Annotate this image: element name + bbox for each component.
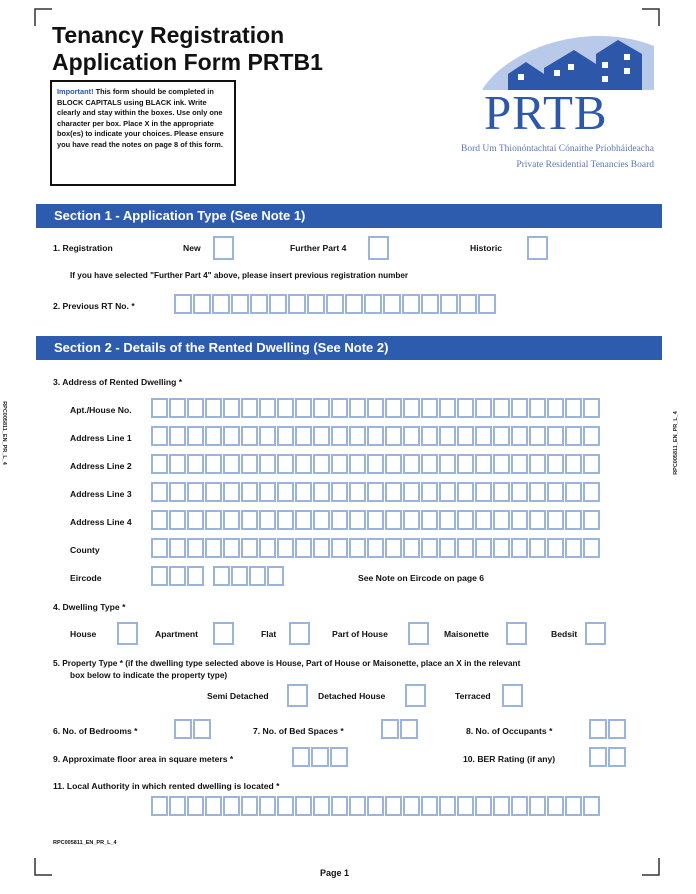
char-box[interactable] xyxy=(439,482,456,502)
address-line-2-input[interactable] xyxy=(151,454,601,474)
char-box[interactable] xyxy=(259,482,276,502)
char-box[interactable] xyxy=(367,482,384,502)
char-box[interactable] xyxy=(187,510,204,530)
char-box[interactable] xyxy=(589,719,607,739)
char-box[interactable] xyxy=(529,796,546,816)
char-box[interactable] xyxy=(193,719,211,739)
char-box[interactable] xyxy=(364,294,382,314)
char-box[interactable] xyxy=(439,454,456,474)
char-box[interactable] xyxy=(439,426,456,446)
char-box[interactable] xyxy=(169,796,186,816)
char-box[interactable] xyxy=(457,796,474,816)
char-box[interactable] xyxy=(259,454,276,474)
char-box[interactable] xyxy=(403,796,420,816)
address-line-4-input[interactable] xyxy=(151,510,601,530)
q3-label: 3. Address of Rented Dwelling * xyxy=(53,377,183,387)
char-box[interactable] xyxy=(259,510,276,530)
char-box[interactable] xyxy=(547,510,564,530)
char-box[interactable] xyxy=(187,482,204,502)
char-box[interactable] xyxy=(475,510,492,530)
char-box[interactable] xyxy=(475,454,492,474)
char-box[interactable] xyxy=(259,426,276,446)
char-box[interactable] xyxy=(313,426,330,446)
char-box[interactable] xyxy=(269,294,287,314)
char-box[interactable] xyxy=(331,482,348,502)
char-box[interactable] xyxy=(241,796,258,816)
eircode-label: Eircode xyxy=(70,573,102,583)
address-line-3-label: Address Line 3 xyxy=(70,489,132,499)
char-box[interactable] xyxy=(241,482,258,502)
option-historic-checkbox[interactable] xyxy=(527,236,548,260)
char-box[interactable] xyxy=(169,426,186,446)
q8-label: 8. No. of Occupants * xyxy=(466,726,553,736)
char-box[interactable] xyxy=(493,538,510,558)
address-line-1-label: Address Line 1 xyxy=(70,433,132,443)
char-box[interactable] xyxy=(385,538,402,558)
char-box[interactable] xyxy=(457,538,474,558)
char-box[interactable] xyxy=(241,538,258,558)
char-box[interactable] xyxy=(565,426,582,446)
eircode-note: See Note on Eircode on page 6 xyxy=(358,573,485,583)
char-box[interactable] xyxy=(421,796,438,816)
char-box[interactable] xyxy=(457,510,474,530)
previous-rt-no-input[interactable] xyxy=(174,294,497,314)
char-box[interactable] xyxy=(367,538,384,558)
char-box[interactable] xyxy=(547,538,564,558)
char-box[interactable] xyxy=(439,538,456,558)
prtb-house-logo-icon xyxy=(478,28,656,92)
bedrooms-input[interactable] xyxy=(174,719,212,739)
dwelling-flat-label: Flat xyxy=(261,629,277,639)
q2-label: 2. Previous RT No. * xyxy=(53,301,135,311)
char-box[interactable] xyxy=(457,398,474,418)
char-box[interactable] xyxy=(583,398,600,418)
char-box[interactable] xyxy=(277,796,294,816)
char-box[interactable] xyxy=(295,510,312,530)
char-box[interactable] xyxy=(385,482,402,502)
q9-label: 9. Approximate floor area in square meters * xyxy=(53,754,234,764)
char-box[interactable] xyxy=(403,426,420,446)
char-box[interactable] xyxy=(349,454,366,474)
char-box[interactable] xyxy=(295,398,312,418)
char-box[interactable] xyxy=(193,294,211,314)
char-box[interactable] xyxy=(259,796,276,816)
property-terraced-checkbox[interactable] xyxy=(502,684,523,707)
dwelling-flat-checkbox[interactable] xyxy=(289,622,310,645)
county-label: County xyxy=(70,545,100,555)
char-box[interactable] xyxy=(288,294,306,314)
char-box[interactable] xyxy=(475,398,492,418)
char-box[interactable] xyxy=(475,538,492,558)
char-box[interactable] xyxy=(277,538,294,558)
char-box[interactable] xyxy=(205,796,222,816)
q5-label: 5. Property Type * (if the dwelling type selected above is House, Part of House or Maisonette, place an X in the relevant xyxy=(53,658,521,668)
char-box[interactable] xyxy=(223,796,240,816)
char-box[interactable] xyxy=(475,796,492,816)
char-box[interactable] xyxy=(421,510,438,530)
option-new-checkbox[interactable] xyxy=(213,236,234,260)
title-line-1: Tenancy Registration xyxy=(52,22,285,48)
dwelling-apartment-label: Apartment xyxy=(155,629,198,639)
property-detached-house-checkbox[interactable] xyxy=(405,684,426,707)
logo-english-name: Private Residential Tenancies Board xyxy=(516,160,654,170)
char-box[interactable] xyxy=(213,566,230,586)
dwelling-part-of-house-label: Part of House xyxy=(332,629,388,639)
option-historic-label: Historic xyxy=(470,243,502,253)
char-box[interactable] xyxy=(367,510,384,530)
char-box[interactable] xyxy=(608,747,626,767)
char-box[interactable] xyxy=(565,796,582,816)
footer-code: RPC005811_EN_PR_L_4 xyxy=(53,840,117,846)
char-box[interactable] xyxy=(385,454,402,474)
char-box[interactable] xyxy=(440,294,458,314)
page-number: Page 1 xyxy=(320,868,350,878)
property-semi-detached-label: Semi Detached xyxy=(207,691,269,701)
char-box[interactable] xyxy=(421,482,438,502)
char-box[interactable] xyxy=(205,426,222,446)
char-box[interactable] xyxy=(529,398,546,418)
char-box[interactable] xyxy=(511,538,528,558)
logo-wordmark: PRTB xyxy=(484,85,608,140)
char-box[interactable] xyxy=(151,482,168,502)
eircode-input[interactable] xyxy=(151,566,285,586)
q11-label: 11. Local Authority in which rented dwelling is located * xyxy=(53,781,280,791)
char-box[interactable] xyxy=(583,538,600,558)
char-box[interactable] xyxy=(231,294,249,314)
char-box[interactable] xyxy=(381,719,399,739)
char-box[interactable] xyxy=(205,398,222,418)
char-box[interactable] xyxy=(313,796,330,816)
apt-house-no-input[interactable] xyxy=(151,398,601,418)
char-box[interactable] xyxy=(511,482,528,502)
logo-irish-name: Bord Um Thionóntachtaí Cónaithe Príobháideacha xyxy=(461,144,654,154)
char-box[interactable] xyxy=(295,538,312,558)
char-box[interactable] xyxy=(187,398,204,418)
address-line-2-label: Address Line 2 xyxy=(70,461,132,471)
char-box[interactable] xyxy=(292,747,310,767)
char-box[interactable] xyxy=(421,398,438,418)
char-box[interactable] xyxy=(529,454,546,474)
char-box[interactable] xyxy=(295,796,312,816)
char-box[interactable] xyxy=(169,482,186,502)
form-title xyxy=(52,22,323,76)
char-box[interactable] xyxy=(547,482,564,502)
important-notice xyxy=(50,80,236,186)
char-box[interactable] xyxy=(223,510,240,530)
option-further-part4-checkbox[interactable] xyxy=(368,236,389,260)
dwelling-part-of-house-checkbox[interactable] xyxy=(408,622,429,645)
char-box[interactable] xyxy=(547,454,564,474)
char-box[interactable] xyxy=(385,426,402,446)
char-box[interactable] xyxy=(589,747,607,767)
char-box[interactable] xyxy=(151,796,168,816)
char-box[interactable] xyxy=(403,454,420,474)
char-box[interactable] xyxy=(313,538,330,558)
char-box[interactable] xyxy=(205,454,222,474)
q1-label: 1. Registration xyxy=(53,243,113,253)
option-new-label: New xyxy=(183,243,201,253)
char-box[interactable] xyxy=(151,398,168,418)
char-box[interactable] xyxy=(383,294,401,314)
char-box[interactable] xyxy=(511,454,528,474)
char-box[interactable] xyxy=(267,566,284,586)
char-box[interactable] xyxy=(565,538,582,558)
char-box[interactable] xyxy=(187,426,204,446)
char-box[interactable] xyxy=(403,510,420,530)
dwelling-house-label: House xyxy=(70,629,97,639)
char-box[interactable] xyxy=(151,510,168,530)
char-box[interactable] xyxy=(151,426,168,446)
corner-mark xyxy=(642,8,660,26)
char-box[interactable] xyxy=(231,566,248,586)
address-line-3-input[interactable] xyxy=(151,482,601,502)
char-box[interactable] xyxy=(307,294,325,314)
notice-important: Important! xyxy=(57,87,94,96)
char-box[interactable] xyxy=(402,294,420,314)
char-box[interactable] xyxy=(367,454,384,474)
dwelling-maisonette-label: Maisonette xyxy=(444,629,489,639)
char-box[interactable] xyxy=(421,538,438,558)
dwelling-house-checkbox[interactable] xyxy=(117,622,138,645)
occupants-input[interactable] xyxy=(589,719,627,739)
char-box[interactable] xyxy=(529,426,546,446)
char-box[interactable] xyxy=(331,796,348,816)
char-box[interactable] xyxy=(547,426,564,446)
char-box[interactable] xyxy=(205,538,222,558)
char-box[interactable] xyxy=(331,426,348,446)
char-box[interactable] xyxy=(565,398,582,418)
char-box[interactable] xyxy=(439,398,456,418)
char-box[interactable] xyxy=(457,482,474,502)
char-box[interactable] xyxy=(403,482,420,502)
char-box[interactable] xyxy=(547,796,564,816)
char-box[interactable] xyxy=(330,747,348,767)
floor-area-input[interactable] xyxy=(292,747,349,767)
property-detached-house-label: Detached House xyxy=(318,691,386,701)
char-box[interactable] xyxy=(349,538,366,558)
char-box[interactable] xyxy=(187,454,204,474)
char-box[interactable] xyxy=(249,566,266,586)
char-box[interactable] xyxy=(478,294,496,314)
address-line-1-input[interactable] xyxy=(151,426,601,446)
char-box[interactable] xyxy=(475,482,492,502)
option-further-part4-label: Further Part 4 xyxy=(290,243,347,253)
char-box[interactable] xyxy=(151,454,168,474)
char-box[interactable] xyxy=(295,426,312,446)
char-box[interactable] xyxy=(385,796,402,816)
char-box[interactable] xyxy=(241,398,258,418)
char-box[interactable] xyxy=(174,719,192,739)
char-box[interactable] xyxy=(187,796,204,816)
char-box[interactable] xyxy=(493,510,510,530)
char-box[interactable] xyxy=(421,454,438,474)
char-box[interactable] xyxy=(349,796,366,816)
char-box[interactable] xyxy=(223,426,240,446)
char-box[interactable] xyxy=(313,398,330,418)
char-box[interactable] xyxy=(223,454,240,474)
char-box[interactable] xyxy=(313,510,330,530)
char-box[interactable] xyxy=(583,454,600,474)
char-box[interactable] xyxy=(457,426,474,446)
char-box[interactable] xyxy=(493,796,510,816)
char-box[interactable] xyxy=(439,510,456,530)
char-box[interactable] xyxy=(529,510,546,530)
char-box[interactable] xyxy=(493,426,510,446)
char-box[interactable] xyxy=(608,719,626,739)
section1-note: If you have selected "Further Part 4" above, please insert previous registration number xyxy=(70,271,409,280)
corner-mark xyxy=(642,858,660,876)
char-box[interactable] xyxy=(212,294,230,314)
char-box[interactable] xyxy=(367,426,384,446)
char-box[interactable] xyxy=(205,482,222,502)
char-box[interactable] xyxy=(277,398,294,418)
char-box[interactable] xyxy=(151,566,168,586)
char-box[interactable] xyxy=(349,398,366,418)
char-box[interactable] xyxy=(223,482,240,502)
char-box[interactable] xyxy=(241,510,258,530)
char-box[interactable] xyxy=(295,482,312,502)
char-box[interactable] xyxy=(511,510,528,530)
char-box[interactable] xyxy=(349,510,366,530)
char-box[interactable] xyxy=(277,454,294,474)
char-box[interactable] xyxy=(421,294,439,314)
char-box[interactable] xyxy=(223,398,240,418)
char-box[interactable] xyxy=(223,538,240,558)
char-box[interactable] xyxy=(187,566,204,586)
char-box[interactable] xyxy=(475,426,492,446)
q6-label: 6. No. of Bedrooms * xyxy=(53,726,138,736)
ber-rating-input[interactable] xyxy=(589,747,627,767)
char-box[interactable] xyxy=(583,426,600,446)
property-terraced-label: Terraced xyxy=(455,691,491,701)
char-box[interactable] xyxy=(169,398,186,418)
char-box[interactable] xyxy=(277,510,294,530)
q5-label-line2: box below to indicate the property type) xyxy=(70,670,228,680)
title-line-2: Application Form PRTB1 xyxy=(52,49,323,75)
char-box[interactable] xyxy=(259,398,276,418)
county-input[interactable] xyxy=(151,538,601,558)
char-box[interactable] xyxy=(313,454,330,474)
q10-label: 10. BER Rating (if any) xyxy=(463,754,556,764)
char-box[interactable] xyxy=(169,454,186,474)
char-box[interactable] xyxy=(169,538,186,558)
char-box[interactable] xyxy=(277,482,294,502)
char-box[interactable] xyxy=(403,538,420,558)
char-box[interactable] xyxy=(187,538,204,558)
local-authority-input[interactable] xyxy=(151,796,601,816)
char-box[interactable] xyxy=(439,796,456,816)
char-box[interactable] xyxy=(349,426,366,446)
char-box[interactable] xyxy=(151,538,168,558)
char-box[interactable] xyxy=(331,538,348,558)
char-box[interactable] xyxy=(565,454,582,474)
char-box[interactable] xyxy=(565,510,582,530)
char-box[interactable] xyxy=(529,538,546,558)
char-box[interactable] xyxy=(529,482,546,502)
char-box[interactable] xyxy=(403,398,420,418)
char-box[interactable] xyxy=(295,454,312,474)
address-line-4-label: Address Line 4 xyxy=(70,517,132,527)
bed-spaces-input[interactable] xyxy=(381,719,419,739)
char-box[interactable] xyxy=(493,398,510,418)
section-2-heading: Section 2 - Details of the Rented Dwelling (See Note 2) xyxy=(36,336,662,360)
side-code-left: RPC005811_EN_PR_L_4 xyxy=(0,401,7,465)
char-box[interactable] xyxy=(313,482,330,502)
char-box[interactable] xyxy=(511,398,528,418)
char-box[interactable] xyxy=(459,294,477,314)
dwelling-bedsit-checkbox[interactable] xyxy=(585,622,606,645)
corner-mark xyxy=(34,8,52,26)
char-box[interactable] xyxy=(241,454,258,474)
char-box[interactable] xyxy=(169,566,186,586)
char-box[interactable] xyxy=(547,398,564,418)
char-box[interactable] xyxy=(583,510,600,530)
char-box[interactable] xyxy=(493,454,510,474)
dwelling-apartment-checkbox[interactable] xyxy=(213,622,234,645)
char-box[interactable] xyxy=(259,538,276,558)
char-box[interactable] xyxy=(583,482,600,502)
corner-mark xyxy=(34,858,52,876)
char-box[interactable] xyxy=(169,510,186,530)
char-box[interactable] xyxy=(311,747,329,767)
char-box[interactable] xyxy=(511,426,528,446)
char-box[interactable] xyxy=(277,426,294,446)
char-box[interactable] xyxy=(331,398,348,418)
char-box[interactable] xyxy=(349,482,366,502)
char-box[interactable] xyxy=(174,294,192,314)
char-box[interactable] xyxy=(385,398,402,418)
side-code-right: RPC005811_EN_PR_L_4 xyxy=(672,411,679,475)
apt-house-no-label: Apt./House No. xyxy=(70,405,132,415)
property-semi-detached-checkbox[interactable] xyxy=(287,684,308,707)
q7-label: 7. No. of Bed Spaces * xyxy=(253,726,344,736)
char-box[interactable] xyxy=(367,796,384,816)
char-box[interactable] xyxy=(241,426,258,446)
char-box[interactable] xyxy=(367,398,384,418)
char-box[interactable] xyxy=(385,510,402,530)
char-box[interactable] xyxy=(326,294,344,314)
q4-label: 4. Dwelling Type * xyxy=(53,602,126,612)
char-box[interactable] xyxy=(400,719,418,739)
char-box[interactable] xyxy=(250,294,268,314)
notice-text: This form should be completed in BLOCK CAPITALS using BLACK ink. Write clearly and stay within the boxes. Use only one character per box. Place X in the appropriate box(es) to indicate your choices. Please ensure you have read the notes on page 8 of this form. xyxy=(57,87,224,149)
char-box[interactable] xyxy=(421,426,438,446)
section-1-heading: Section 1 - Application Type (See Note 1) xyxy=(36,204,662,228)
char-box[interactable] xyxy=(345,294,363,314)
char-box[interactable] xyxy=(511,796,528,816)
dwelling-maisonette-checkbox[interactable] xyxy=(506,622,527,645)
char-box[interactable] xyxy=(205,510,222,530)
char-box[interactable] xyxy=(331,510,348,530)
char-box[interactable] xyxy=(457,454,474,474)
dwelling-bedsit-label: Bedsit xyxy=(551,629,578,639)
char-box[interactable] xyxy=(331,454,348,474)
char-box[interactable] xyxy=(565,482,582,502)
char-box[interactable] xyxy=(493,482,510,502)
char-box[interactable] xyxy=(583,796,600,816)
